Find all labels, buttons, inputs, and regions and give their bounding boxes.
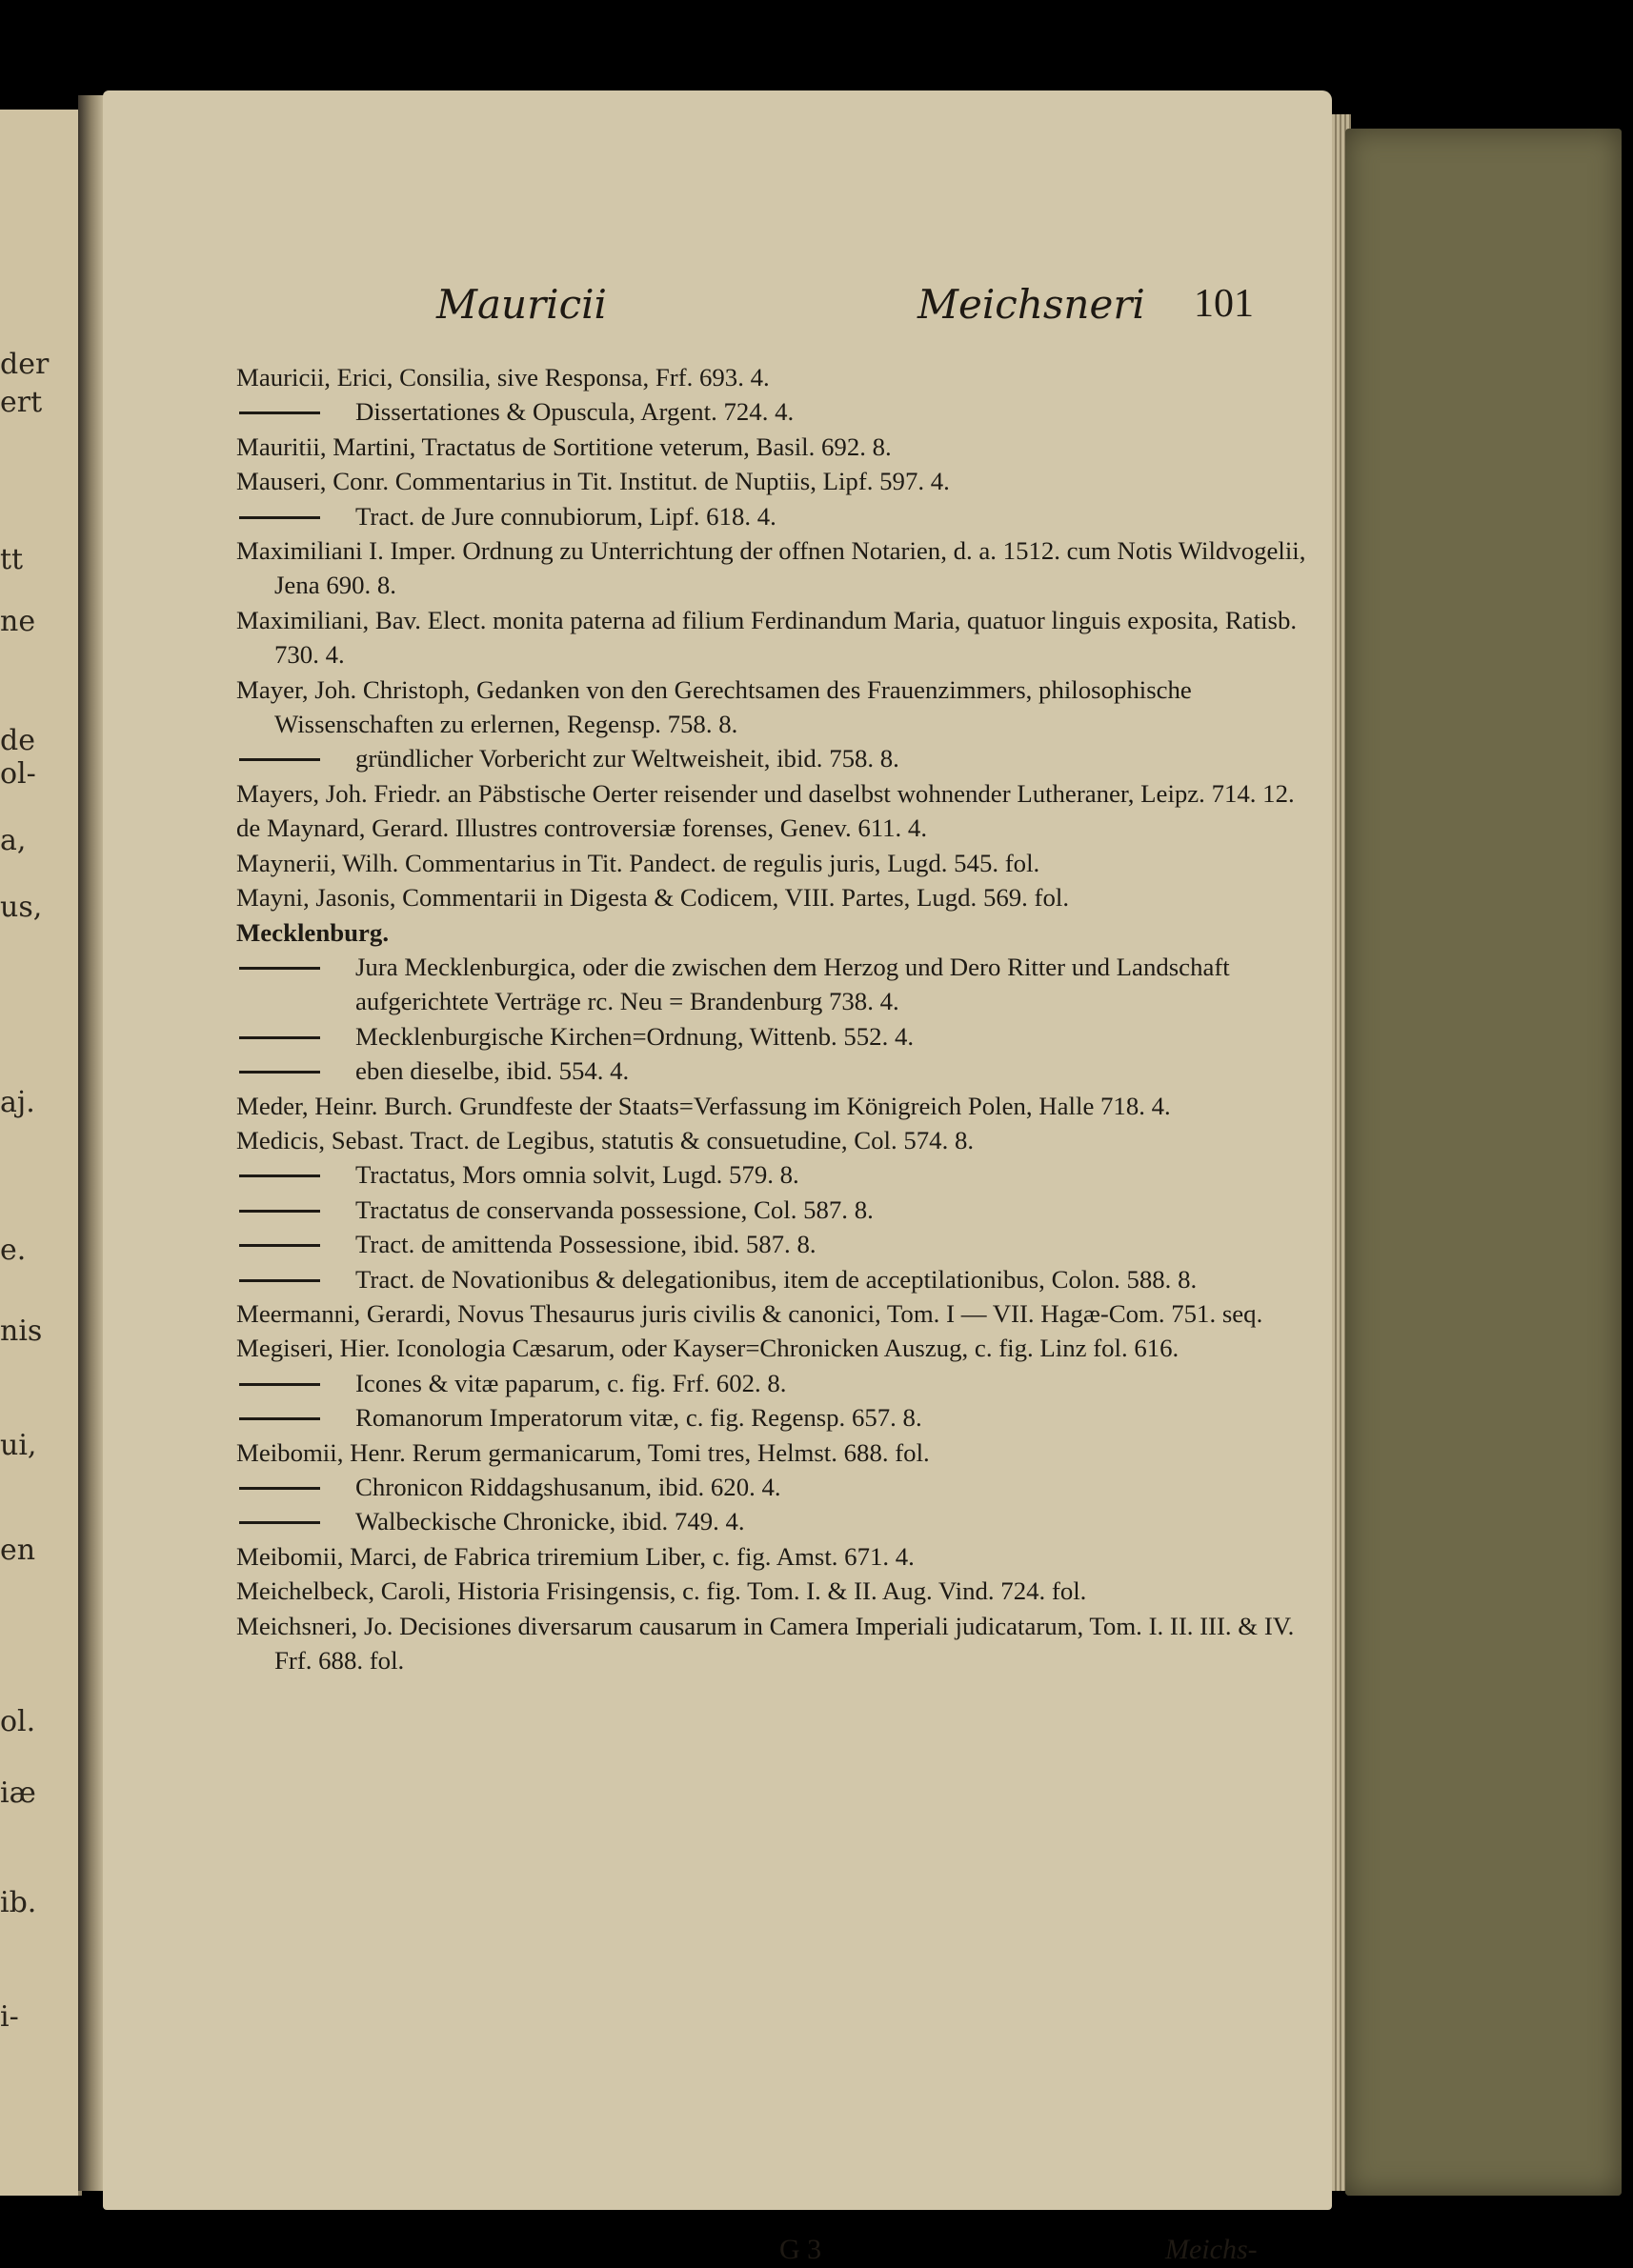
- bibliography-entry: Mauricii, Erici, Consilia, sive Responsa, Frf. 693. 4.: [236, 363, 770, 391]
- bibliography-entry: Meichelbeck, Caroli, Historia Frisingensis, c. fig. Tom. I. & II. Aug. Vind. 724. fol.: [236, 1576, 1087, 1606]
- bibliography-entry: Mauseri, Conr. Commentarius in Tit. Institut. de Nuptiis, Lipf. 597. 4.: [236, 467, 950, 496]
- margin-fragment: der: [0, 348, 50, 381]
- running-head-left: Mauricii: [436, 281, 607, 328]
- sub-entry: Icones & vitæ paparum, c. fig. Frf. 602. 8.: [236, 1366, 1313, 1400]
- bibliography-entry: de Maynard, Gerard. Illustres controversiæ forenses, Genev. 611. 4.: [236, 813, 928, 843]
- margin-fragment: en: [0, 1534, 36, 1567]
- book-page: [103, 90, 1332, 2265]
- entry-list: [236, 360, 1313, 1677]
- running-head-right: Meichsneri: [917, 281, 1145, 328]
- bibliography-entry: Maximiliani I. Imper. Ordnung zu Unterrichtung der offnen Notarien, d. a. 1512. cum Notis Wildvogelii, Jena 690. 8.: [236, 536, 1306, 600]
- margin-fragment: ol-: [0, 757, 36, 791]
- book-gutter: [78, 95, 105, 2191]
- sub-entry: Walbeckische Chronicke, ibid. 749. 4.: [236, 1504, 1313, 1538]
- sub-entry: Tractatus, Mors omnia solvit, Lugd. 579. 8.: [236, 1157, 1313, 1192]
- margin-fragment: iæ: [0, 1776, 36, 1810]
- bibliography-entry: Megiseri, Hier. Iconologia Cæsarum, oder Kayser=Chronicken Auszug, c. fig. Linz fol. 616.: [236, 1334, 1179, 1363]
- sub-entry: Chronicon Riddagshusanum, ibid. 620. 4.: [236, 1470, 1313, 1504]
- margin-fragment: tt: [0, 543, 24, 576]
- sub-entry: Tractatus de conservanda possessione, Col. 587. 8.: [236, 1193, 1313, 1227]
- book-cover-board: [1345, 129, 1622, 2196]
- bibliography-entry: Mayni, Jasonis, Commentarii in Digesta & Codicem, VIII. Partes, Lugd. 569. fol.: [236, 883, 1070, 913]
- margin-fragment: nis: [0, 1315, 43, 1348]
- page-number: 101: [1194, 282, 1254, 326]
- sub-entry: Tract. de Novationibus & delegationibus, item de acceptilationibus, Colon. 588. 8.: [236, 1262, 1313, 1296]
- margin-fragment: us,: [0, 891, 43, 924]
- margin-fragment: ne: [0, 605, 36, 638]
- bibliography-entry: Medicis, Sebast. Tract. de Legibus, statutis & consuetudine, Col. 574. 8.: [236, 1125, 975, 1154]
- margin-fragment: i-: [0, 2000, 19, 2034]
- sub-entry: Tract. de Jure connubiorum, Lipf. 618. 4.: [236, 499, 1313, 533]
- bibliography-entry: Maximiliani, Bav. Elect. monita paterna ad filium Ferdinandum Maria, quatuor linguis exposita, Ratisb. 730. 4.: [236, 605, 1298, 670]
- bibliography-entry: Meichsneri, Jo. Decisiones diversarum causarum in Camera Imperiali judicatarum, Tom. I. II. III. & IV. Frf. 688. fol.: [236, 1611, 1295, 1676]
- sub-entry: eben dieselbe, ibid. 554. 4.: [236, 1054, 1313, 1088]
- bibliography-entry: Meermanni, Gerardi, Novus Thesaurus juris civilis & canonici, Tom. I — VII. Hagæ-Com. 751. seq.: [236, 1298, 1263, 1328]
- margin-fragment: a,: [0, 824, 27, 857]
- margin-fragment: e.: [0, 1234, 27, 1267]
- bibliography-entry: Meibomii, Henr. Rerum germanicarum, Tomi tres, Helmst. 688. fol.: [236, 1437, 930, 1467]
- signature-mark: G 3: [779, 2234, 822, 2265]
- section-heading: Mecklenburg.: [236, 917, 390, 947]
- margin-fragment: ol.: [0, 1705, 36, 1738]
- bibliography-entry: Mayer, Joh. Christoph, Gedanken von den Gerechtsamen des Frauenzimmers, philosophische Wissenschaften zu erlernen, Regensp. 758. 8.: [236, 674, 1192, 739]
- margin-fragment: ui,: [0, 1429, 37, 1462]
- sub-entry: Romanorum Imperatorum vitæ, c. fig. Regensp. 657. 8.: [236, 1400, 1313, 1435]
- margin-fragment: aj.: [0, 1086, 35, 1119]
- bibliography-entry: Meibomii, Marci, de Fabrica triremium Liber, c. fig. Amst. 671. 4.: [236, 1541, 915, 1571]
- bibliography-entry: Mauritii, Martini, Tractatus de Sortitione veterum, Basil. 692. 8.: [236, 432, 892, 461]
- bibliography-entry: Meder, Heinr. Burch. Grundfeste der Staats=Verfassung im Königreich Polen, Halle 718. 4.: [236, 1091, 1171, 1120]
- sub-entry: Dissertationes & Opuscula, Argent. 724. 4.: [236, 394, 1313, 429]
- margin-fragment: de: [0, 724, 35, 757]
- catchword: Meichs-: [1165, 2234, 1258, 2265]
- margin-fragment: ib.: [0, 1886, 37, 1919]
- margin-fragment: ert: [0, 386, 43, 419]
- sub-entry: Tract. de amittenda Possessione, ibid. 587. 8.: [236, 1227, 1313, 1261]
- bibliography-entry: Maynerii, Wilh. Commentarius in Tit. Pandect. de regulis juris, Lugd. 545. fol.: [236, 848, 1040, 877]
- bibliography-entry: Mayers, Joh. Friedr. an Päbstische Oerter reisender und daselbst wohnender Lutheraner, Leipz. 714. 12.: [236, 778, 1295, 808]
- sub-entry: Jura Mecklenburgica, oder die zwischen dem Herzog und Dero Ritter und Landschaft aufgerichtete Verträge rc. Neu = Brandenburg 738. 4.: [236, 950, 1313, 1019]
- left-page-fragment: [0, 110, 82, 2196]
- sub-entry: gründlicher Vorbericht zur Weltweisheit, ibid. 758. 8.: [236, 741, 1313, 775]
- sub-entry: Mecklenburgische Kirchen=Ordnung, Wittenb. 552. 4.: [236, 1019, 1313, 1054]
